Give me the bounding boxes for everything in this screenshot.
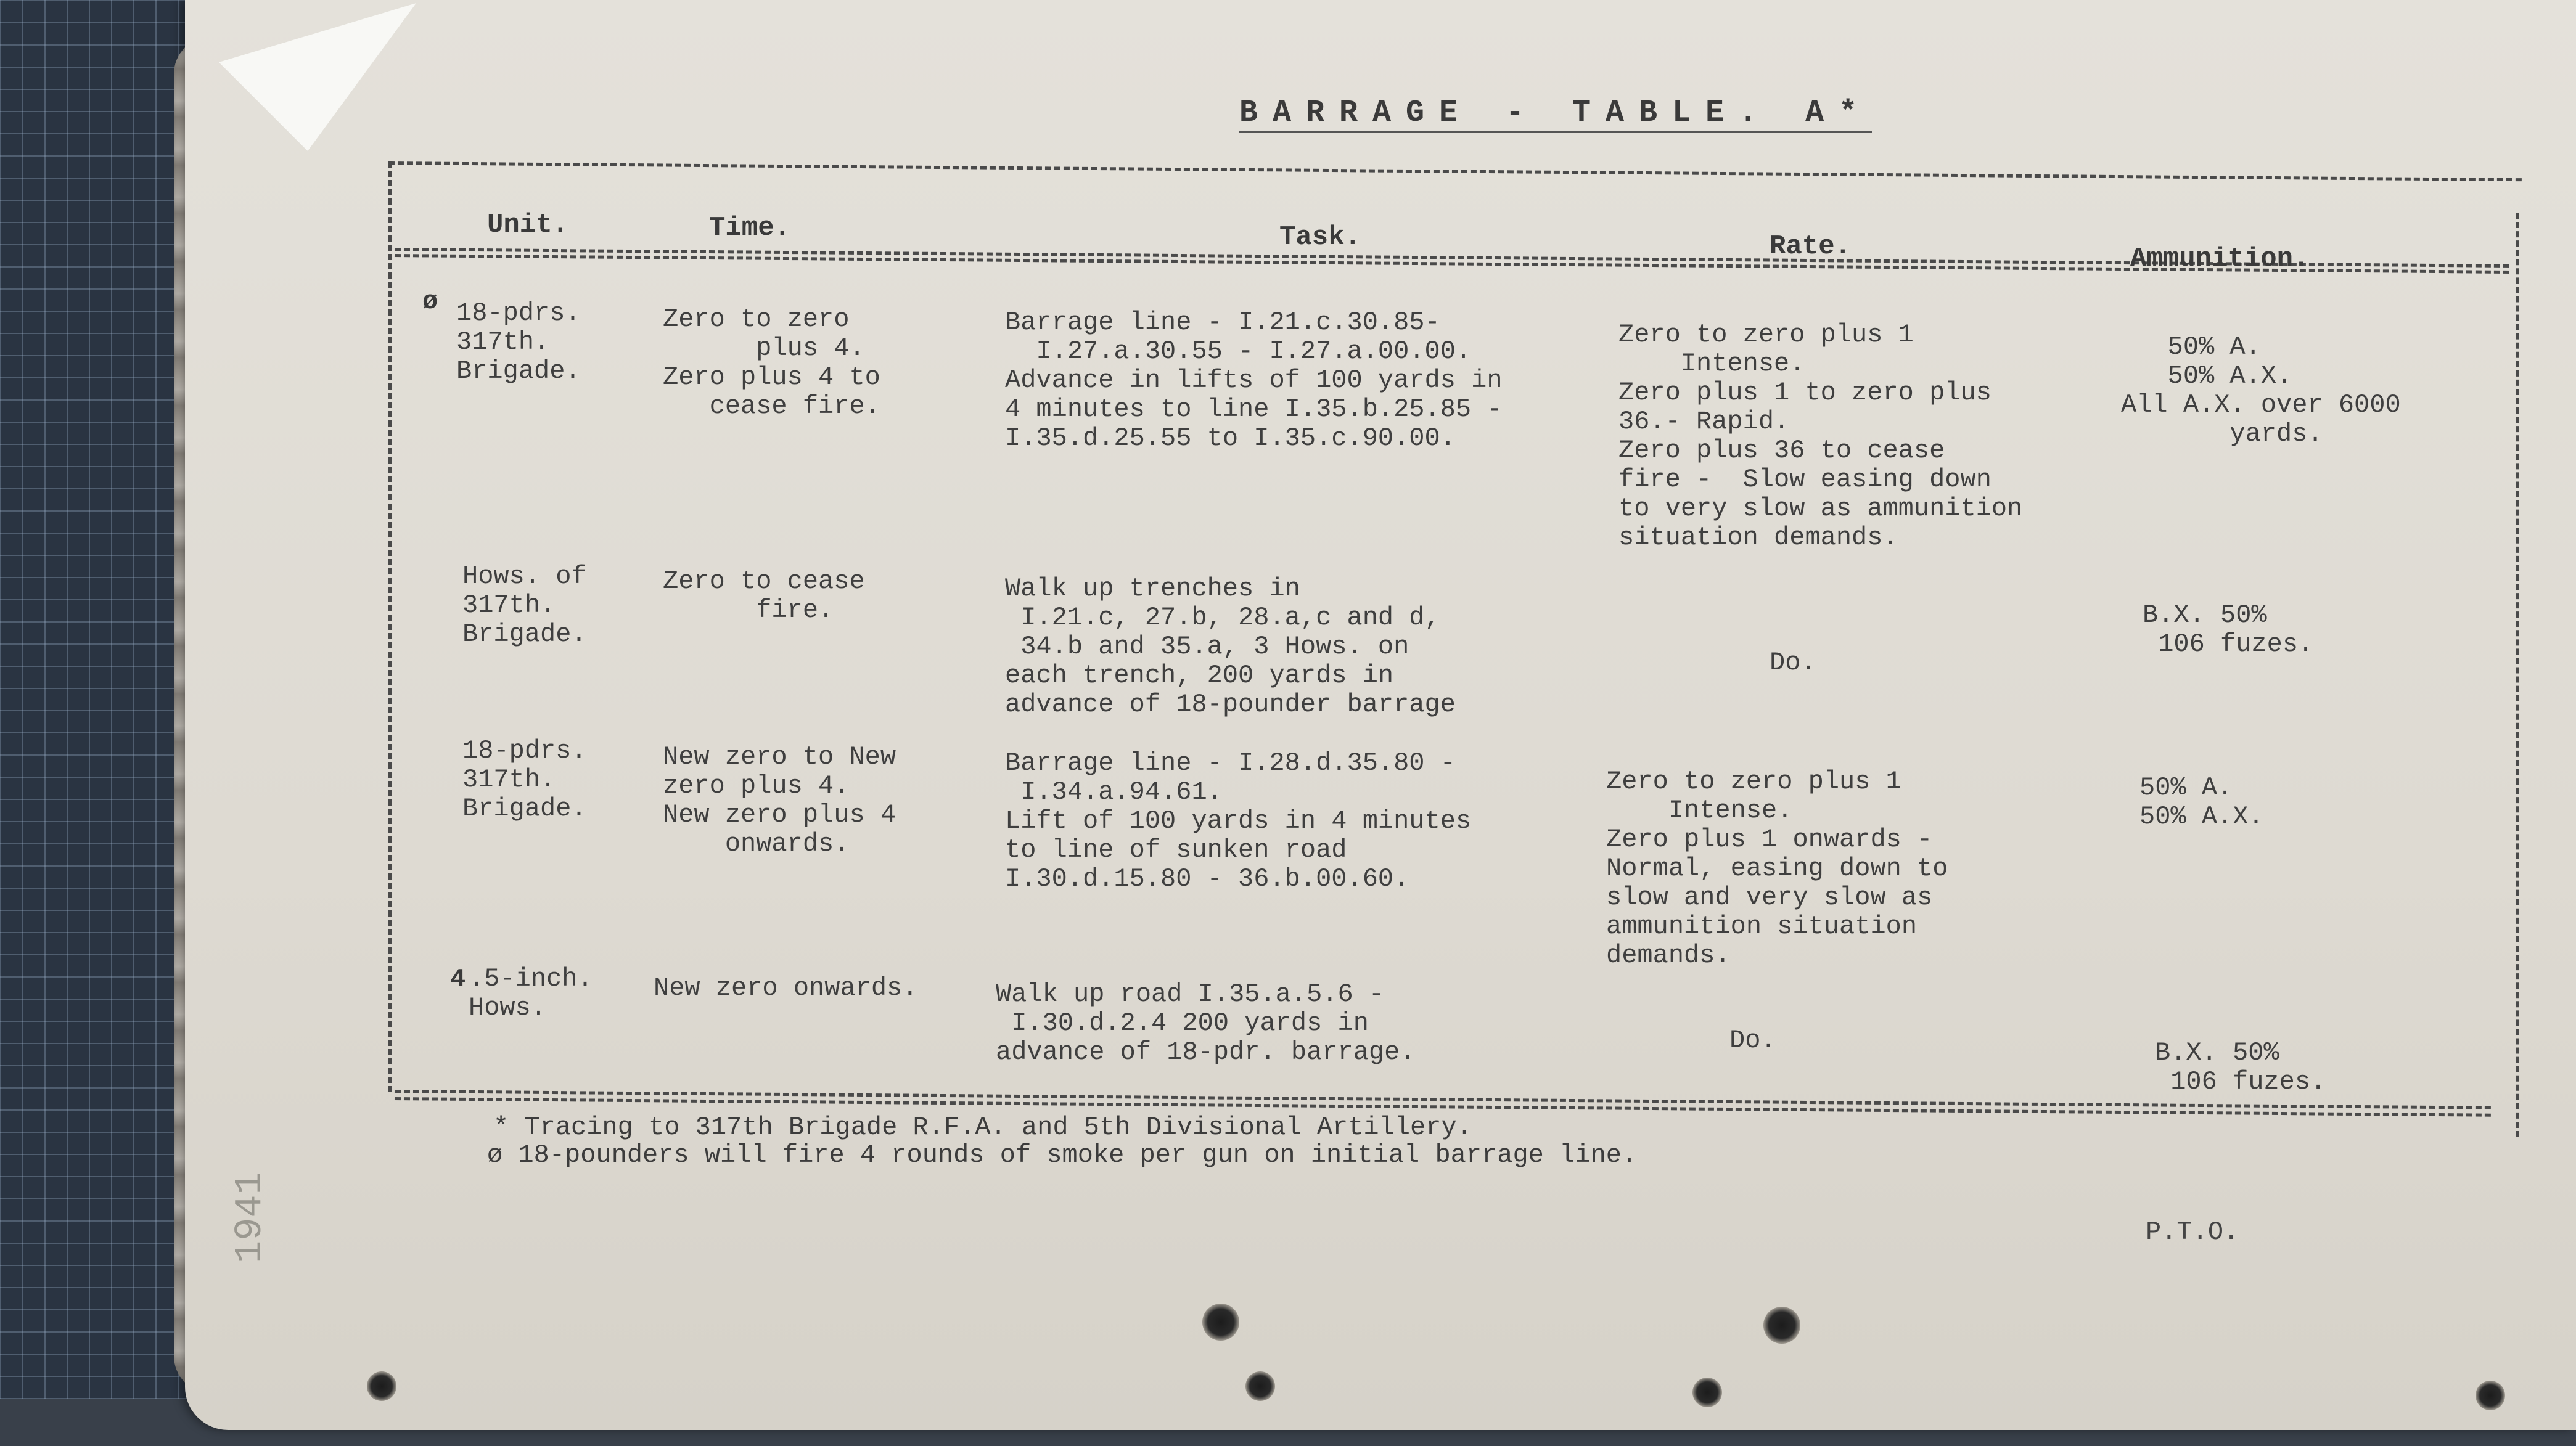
header-rate: Rate. xyxy=(1770,231,1852,262)
row4-rate: Do. xyxy=(1729,1026,1776,1055)
row2-rate: Do. xyxy=(1770,648,1816,677)
row3-time: New zero to New zero plus 4. New zero plus 4 onwards. xyxy=(663,742,896,859)
row2-task: Walk up trenches in I.21.c, 27.b, 28.a,c and d, 34.b and 35.a, 3 Hows. on each trench, 200 yards in advance of 18-pounder barrage xyxy=(1005,574,1456,719)
row-marker: ø xyxy=(422,287,438,316)
pto-label: P.T.O. xyxy=(2146,1217,2239,1247)
row1-time: Zero to zero plus 4. Zero plus 4 to cease fire. xyxy=(663,304,880,421)
row3-ammunition: 50% A. 50% A.X. xyxy=(2139,773,2264,831)
row4-marker: 4 xyxy=(450,965,466,994)
header-time: Time. xyxy=(709,213,791,243)
punch-hole xyxy=(1245,1371,1275,1401)
punch-hole xyxy=(1763,1307,1800,1344)
header-ammunition: Ammunition. xyxy=(2130,243,2310,274)
row2-ammunition: B.X. 50% 106 fuzes. xyxy=(2143,600,2314,659)
row1-task: Barrage line - I.21.c.30.85- I.27.a.30.55 - I.27.a.00.00. Advance in lifts of 100 yards in 4 minutes to line I.35.b.25.85 - I.35.d.25.55 to I.35.c.90.00. xyxy=(1005,308,1503,453)
row3-unit: 18-pdrs. 317th. Brigade. xyxy=(462,736,587,823)
punch-hole xyxy=(2476,1381,2505,1410)
punch-hole xyxy=(1202,1304,1239,1341)
punch-hole xyxy=(367,1371,396,1401)
row4-ammunition: B.X. 50% 106 fuzes. xyxy=(2155,1038,2326,1097)
punch-hole xyxy=(1692,1378,1722,1407)
table-right-border xyxy=(2516,213,2519,1137)
row1-unit: 18-pdrs. 317th. Brigade. xyxy=(456,298,581,386)
row4-task: Walk up road I.35.a.5.6 - I.30.d.2.4 200 yards in advance of 18-pdr. barrage. xyxy=(996,979,1416,1067)
table-left-border xyxy=(388,161,392,1092)
row1-ammunition: 50% A. 50% A.X. All A.X. over 6000 yards. xyxy=(2121,332,2401,449)
row4-time: New zero onwards. xyxy=(654,973,918,1003)
document-title: BARRAGE - TABLE. A* xyxy=(1239,96,1872,133)
row2-time: Zero to cease fire. xyxy=(663,566,865,625)
row3-rate: Zero to zero plus 1 Intense. Zero plus 1 onwards - Normal, easing down to slow and very slow as ammunition situation demands. xyxy=(1606,767,1948,970)
footnote-tracing: * Tracing to 317th Brigade R.F.A. and 5th Divisional Artillery. xyxy=(493,1113,1472,1142)
row2-unit: Hows. of 317th. Brigade. xyxy=(462,562,587,649)
footnote-smoke: ø 18-pounders will fire 4 rounds of smoke per gun on initial barrage line. xyxy=(487,1140,1638,1170)
row1-rate: Zero to zero plus 1 Intense. Zero plus 1 to zero plus 36.- Rapid. Zero plus 36 to cease fire - Slow easing down to very slow as ammunition situation demands. xyxy=(1618,320,2023,552)
header-task: Task. xyxy=(1279,222,1361,253)
archive-stamp-number: 1941 xyxy=(228,1172,272,1264)
row3-task: Barrage line - I.28.d.35.80 - I.34.a.94.61. Lift of 100 yards in 4 minutes to line of sunken road I.30.d.15.80 - 36.b.00.60. xyxy=(1005,748,1472,894)
row4-unit: .5-inch. Hows. xyxy=(469,964,593,1023)
header-unit: Unit. xyxy=(487,210,569,240)
